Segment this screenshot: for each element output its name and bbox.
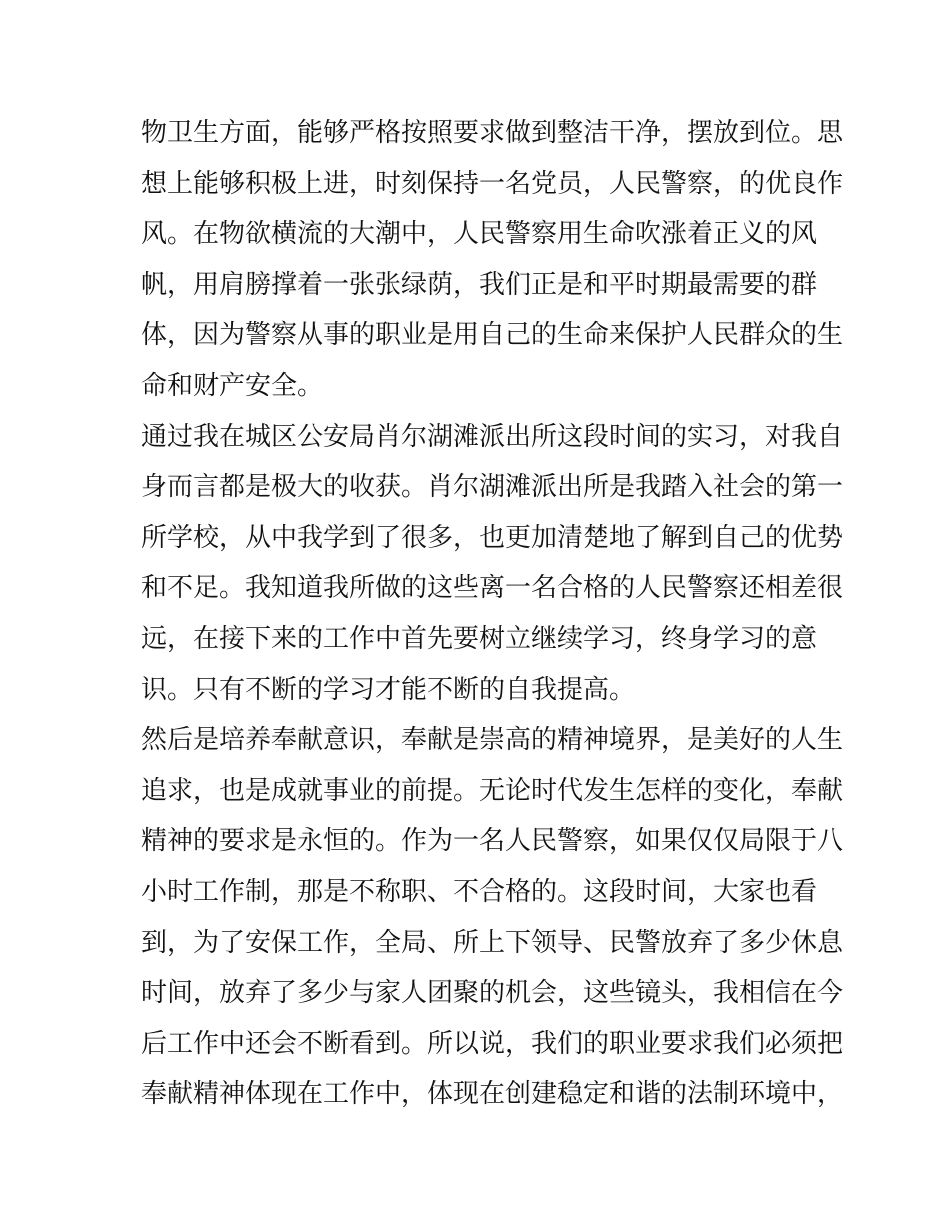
body-text [141, 108, 844, 1120]
text-line-5: 体，因为警察从事的职业是用自己的生命来保护人民群众的生 [141, 320, 844, 351]
text-line-9: 所学校，从中我学到了很多，也更加清楚地了解到自己的优势 [141, 522, 844, 553]
text-line-12: 识。只有不断的学习才能不断的自我提高。 [141, 674, 636, 705]
text-line-18: 时间，放弃了多少与家人团聚的机会，这些镜头，我相信在今 [141, 978, 844, 1009]
text-line-1: 物卫生方面，能够严格按照要求做到整洁干净，摆放到位。思 [141, 118, 844, 148]
text-line-16: 小时工作制，那是不称职、不合格的。这段时间，大家也看 [141, 876, 818, 907]
text-line-11: 远，在接下来的工作中首先要树立继续学习，终身学习的意 [141, 623, 818, 654]
text-line-7: 通过我在城区公安局肖尔湖滩派出所这段时间的实习，对我自 [141, 421, 844, 452]
text-line-19: 后工作中还会不断看到。所以说，我们的职业要求我们必须把 [141, 1028, 844, 1059]
text-line-8: 身而言都是极大的收获。肖尔湖滩派出所是我踏入社会的第一 [141, 472, 844, 503]
text-line-6: 命和财产安全。 [141, 370, 324, 401]
text-line-13: 然后是培养奉献意识，奉献是崇高的精神境界，是美好的人生 [141, 725, 844, 756]
text-line-17: 到，为了安保工作，全局、所上下领导、民警放弃了多少休息 [141, 927, 844, 958]
text-line-3: 风。在物欲横流的大潮中，人民警察用生命吹涨着正义的风 [141, 219, 818, 250]
text-line-14: 追求，也是成就事业的前提。无论时代发生怎样的变化，奉献 [141, 775, 844, 806]
text-line-4: 帆，用肩膀撑着一张张绿荫，我们正是和平时期最需要的群 [141, 269, 818, 300]
text-line-2: 想上能够积极上进，时刻保持一名党员，人民警察，的优良作 [141, 168, 844, 199]
text-line-20: 奉献精神体现在工作中，体现在创建稳定和谐的法制环境中， [141, 1079, 844, 1110]
text-line-10: 和不足。我知道我所做的这些离一名合格的人民警察还相差很 [141, 573, 844, 604]
text-line-15: 精神的要求是永恒的。作为一名人民警察，如果仅仅局限于八 [141, 826, 844, 857]
